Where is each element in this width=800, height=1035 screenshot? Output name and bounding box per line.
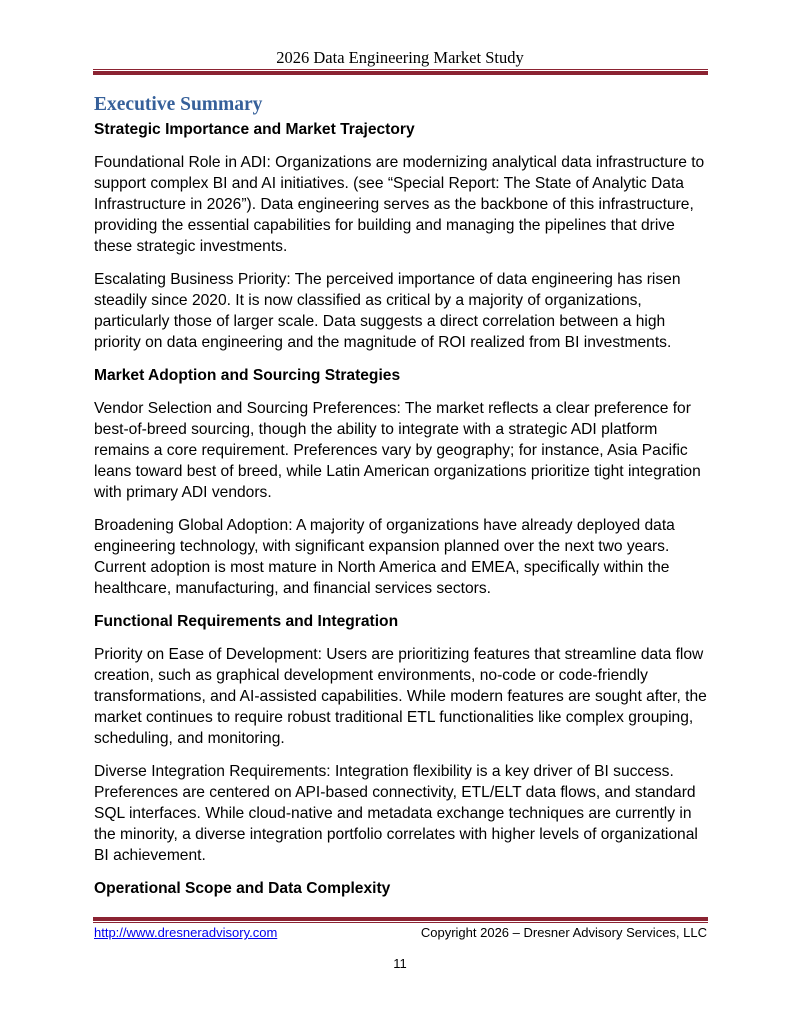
- running-header-title: 2026 Data Engineering Market Study: [276, 48, 524, 67]
- header-rule-thick: [93, 71, 708, 75]
- subheading-strategic-importance: Strategic Importance and Market Trajectory: [94, 121, 415, 138]
- paragraph-vendor-selection: Vendor Selection and Sourcing Preferences: The market reflects a clear preference for best-of-breed sourcing, though the ability to integrate with a strategic ADI platform remains a core requirement. Preferences vary by geography; for instance, Asia Pacific leans toward best of breed, while Latin American organizations prioritize tight integration with primary ADI vendors.: [94, 400, 701, 501]
- footer-rule-thick: [93, 917, 708, 921]
- subheading-functional-requirements: Functional Requirements and Integration: [94, 613, 399, 630]
- footer-rule-thin: [93, 922, 708, 923]
- subheading-market-adoption: Market Adoption and Sourcing Strategies: [94, 367, 401, 384]
- page-body: [94, 92, 708, 899]
- paragraph-foundational-role: Foundational Role in ADI: Organizations are modernizing analytical data infrastructure to support complex BI and AI initiatives. (see “Special Report: The State of Analytic Data Infrastructure in 2026”). Data engineering serves as the backbone of this infrastructure, providing the essential capabilities for building and managing the pipelines that drive these strategic investments.: [94, 154, 705, 255]
- paragraph-integration-requirements: Diverse Integration Requirements: Integration flexibility is a key driver of BI success. Preferences are centered on API-based connectivity, ETL/ELT data flows, and standard SQL interfaces. While cloud-native and metadata exchange techniques are currently in the minority, a diverse integration portfolio correlates with higher levels of organizational BI achievement.: [94, 763, 698, 864]
- footer-copyright: Copyright 2026 – Dresner Advisory Services, LLC: [420, 925, 707, 940]
- paragraph-business-priority: Escalating Business Priority: The perceived importance of data engineering has risen steadily since 2020. It is now classified as critical by a majority of organizations, particularly those of larger scale. Data suggests a direct correlation between a high priority on data engineering and the magnitude of ROI realized from BI investments.: [94, 271, 681, 351]
- page-number: 11: [393, 956, 407, 971]
- section-title: Executive Summary: [94, 94, 263, 115]
- footer-website-link[interactable]: http://www.dresneradvisory.com: [94, 925, 278, 940]
- paragraph-global-adoption: Broadening Global Adoption: A majority of organizations have already deployed data engineering technology, with significant expansion planned over the next two years. Current adoption is most mature in North America and EMEA, specifically within the healthcare, manufacturing, and financial services sectors.: [94, 517, 675, 597]
- paragraph-ease-of-development: Priority on Ease of Development: Users are prioritizing features that streamline data flow creation, such as graphical development environments, no-code or code-friendly transformations, and AI-assisted capabilities. While modern features are sought after, the market continues to require robust traditional ETL functionalities like complex grouping, scheduling, and monitoring.: [94, 646, 707, 747]
- header-rule-thin: [93, 69, 708, 70]
- subheading-operational-scope: Operational Scope and Data Complexity: [94, 880, 391, 897]
